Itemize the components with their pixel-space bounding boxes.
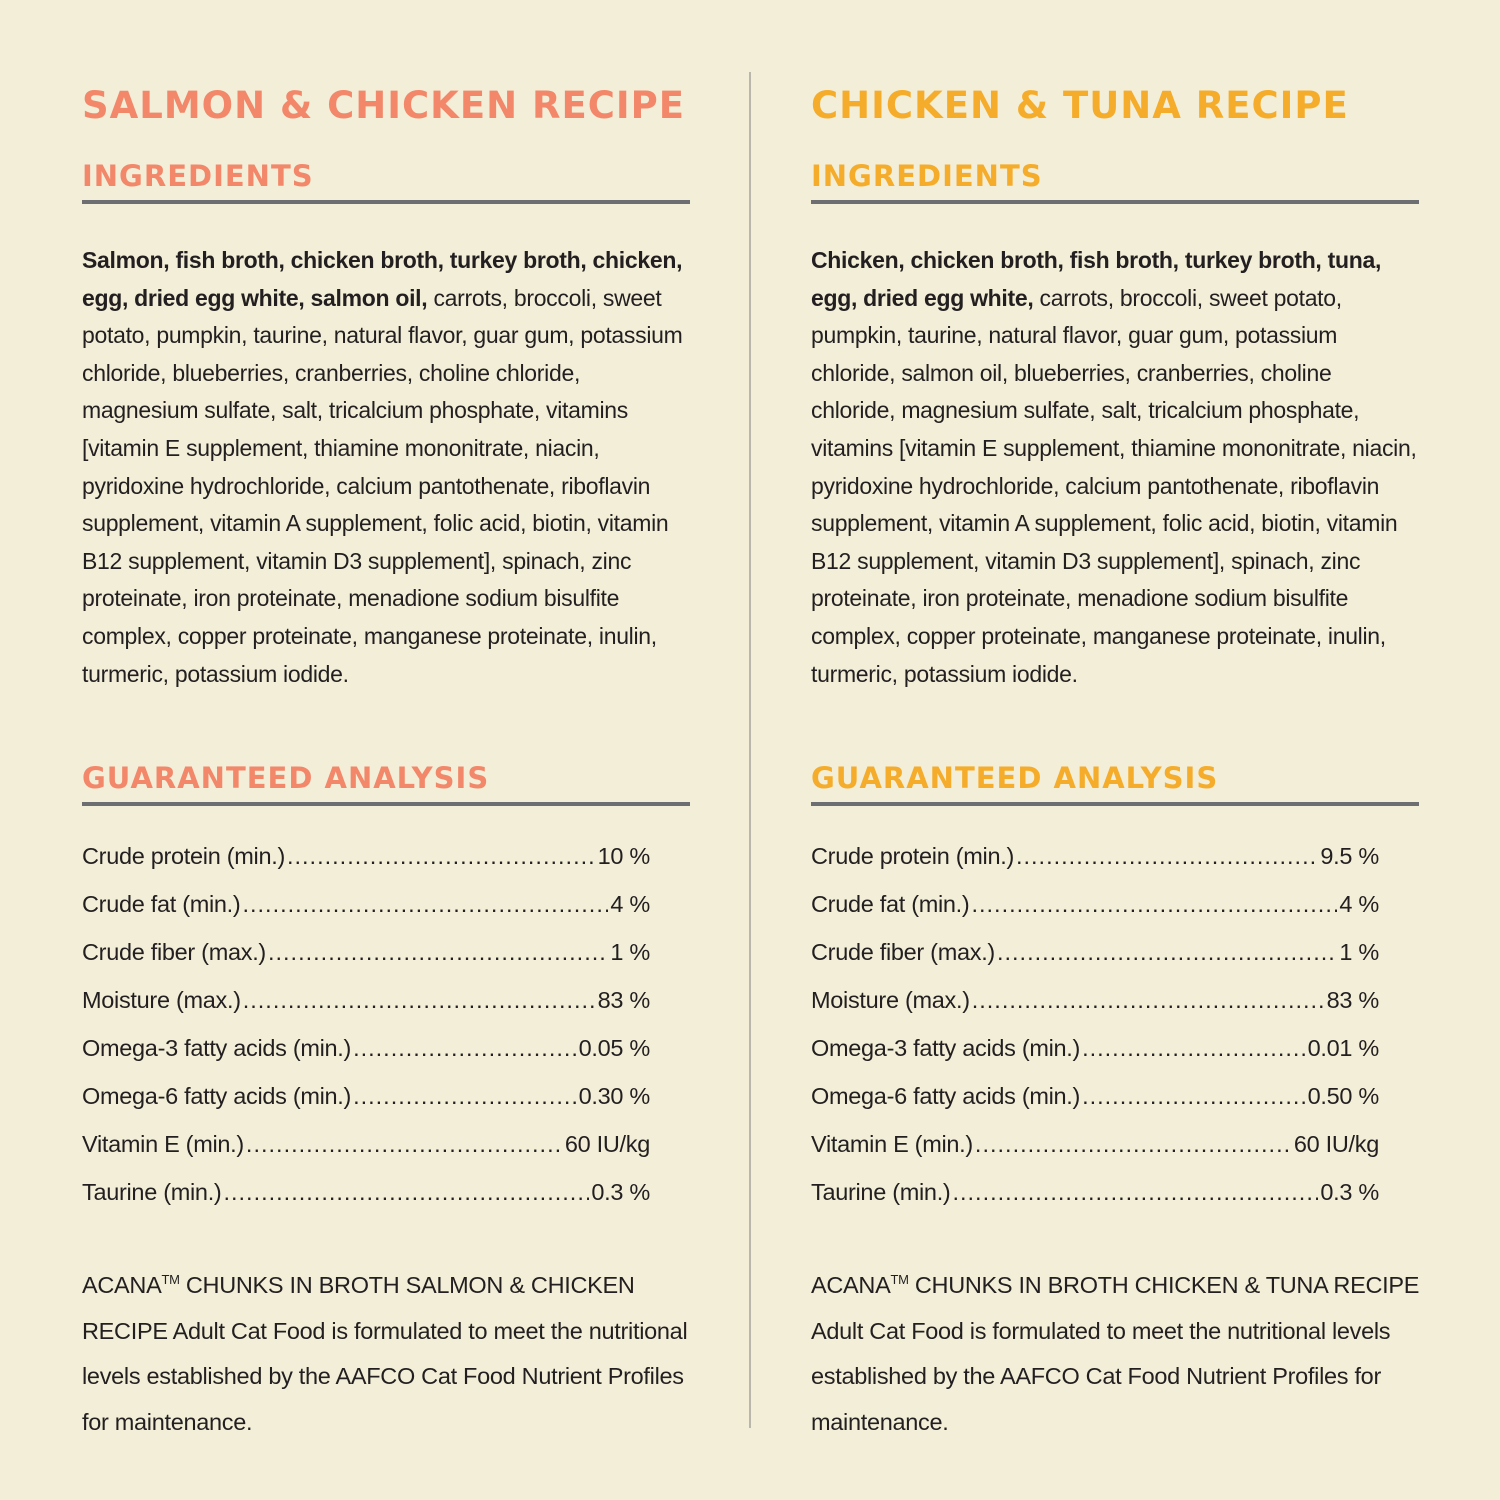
- analysis-value: 1 %: [1339, 939, 1379, 965]
- leader-dots: [287, 843, 596, 870]
- analysis-value: 60 IU/kg: [1293, 1131, 1379, 1157]
- analysis-value: 60 IU/kg: [564, 1131, 650, 1157]
- analysis-label: Vitamin E (min.): [82, 1131, 244, 1157]
- guaranteed-analysis-heading: GUARANTEED ANALYSIS: [82, 760, 690, 806]
- analysis-label: Omega-6 fatty acids (min.): [82, 1083, 352, 1109]
- leader-dots: [1016, 843, 1318, 870]
- analysis-value: 0.3 %: [591, 1179, 650, 1205]
- analysis-label: Taurine (min.): [82, 1179, 222, 1205]
- chicken-tuna-column: [811, 80, 1420, 1435]
- analysis-label: Omega-3 fatty acids (min.): [82, 1035, 352, 1061]
- analysis-value: 4 %: [1339, 891, 1379, 917]
- analysis-value: 0.50 %: [1307, 1083, 1379, 1109]
- salmon-chicken-column: [82, 80, 690, 1435]
- analysis-row: [82, 1035, 650, 1083]
- analysis-value: 0.3 %: [1320, 1179, 1379, 1205]
- analysis-row: [811, 1131, 1379, 1179]
- trademark-symbol: TM: [161, 1272, 180, 1287]
- ingredients-secondary: carrots, broccoli, sweet potato, pumpkin, taurine, natural flavor, guar gum, potassium chloride, salmon oil, blueberries, cranberries, choline chloride, magnesium sulfate, salt, tricalcium phosphate, vitamins [vitamin E supplement, thiamine mononitrate, niacin, pyridoxine hydrochloride, calcium pantothenate, riboflavin supplement, vitamin A supplement, folic acid, biotin, vitamin B12 supplement, vitamin D3 supplement], spinach, zinc proteinate, iron proteinate, menadione sodium bisulfite complex, copper proteinate, manganese proteinate, inulin, turmeric, potassium iodide.: [811, 284, 1417, 687]
- analysis-label: Crude fat (min.): [82, 891, 241, 917]
- analysis-row: [82, 843, 650, 891]
- aafco-statement: [82, 1257, 694, 1445]
- analysis-value: 1 %: [610, 939, 650, 965]
- analysis-row: [82, 987, 650, 1035]
- analysis-row: [811, 843, 1379, 891]
- brand-name: ACANA: [82, 1272, 162, 1298]
- trademark-symbol: TM: [890, 1272, 909, 1287]
- analysis-label: Crude fiber (max.): [811, 939, 995, 965]
- analysis-row: [811, 1083, 1379, 1131]
- analysis-row: [82, 1131, 650, 1179]
- ingredients-primary: Chicken, chicken broth, fish broth, turkey broth, tuna, egg, dried egg white,: [811, 247, 1382, 311]
- analysis-label: Crude protein (min.): [811, 843, 1014, 869]
- leader-dots: [223, 1179, 589, 1206]
- analysis-value: 9.5 %: [1320, 843, 1379, 869]
- analysis-label: Taurine (min.): [811, 1179, 951, 1205]
- ingredients-list: [82, 242, 690, 693]
- leader-dots: [952, 1179, 1318, 1206]
- analysis-row: [82, 891, 650, 939]
- guaranteed-analysis-list: [82, 843, 650, 1227]
- analysis-row: [82, 1083, 650, 1131]
- leader-dots: [975, 1131, 1292, 1158]
- ingredients-heading: INGREDIENTS: [82, 158, 690, 204]
- analysis-label: Moisture (max.): [82, 987, 241, 1013]
- ingredients-heading: INGREDIENTS: [811, 158, 1419, 204]
- recipe-title: CHICKEN & TUNA RECIPE: [811, 84, 1349, 127]
- leader-dots: [268, 939, 608, 966]
- analysis-label: Crude protein (min.): [82, 843, 285, 869]
- ingredients-list: [811, 242, 1419, 693]
- brand-name: ACANA: [811, 1272, 891, 1298]
- analysis-label: Vitamin E (min.): [811, 1131, 973, 1157]
- statement-text: CHUNKS IN BROTH CHICKEN & TUNA RECIPE Adult Cat Food is formulated to meet the nutritional levels established by the AAFCO Cat Food Nutrient Profiles for maintenance.: [811, 1272, 1420, 1435]
- analysis-row: [811, 939, 1379, 987]
- analysis-label: Omega-6 fatty acids (min.): [811, 1083, 1081, 1109]
- guaranteed-analysis-list: [811, 843, 1379, 1227]
- analysis-value: 4 %: [610, 891, 650, 917]
- analysis-value: 10 %: [597, 843, 650, 869]
- analysis-value: 0.05 %: [578, 1035, 650, 1061]
- leader-dots: [353, 1035, 577, 1062]
- leader-dots: [246, 1131, 563, 1158]
- leader-dots: [353, 1083, 577, 1110]
- analysis-row: [811, 891, 1379, 939]
- analysis-value: 0.30 %: [578, 1083, 650, 1109]
- analysis-value: 83 %: [1326, 987, 1379, 1013]
- analysis-row: [82, 1179, 650, 1227]
- analysis-row: [811, 1179, 1379, 1227]
- analysis-row: [811, 987, 1379, 1035]
- analysis-label: Crude fiber (max.): [82, 939, 266, 965]
- leader-dots: [243, 987, 596, 1014]
- column-divider: [749, 72, 751, 1428]
- analysis-value: 83 %: [597, 987, 650, 1013]
- statement-text: CHUNKS IN BROTH SALMON & CHICKEN RECIPE Adult Cat Food is formulated to meet the nutritional levels established by the AAFCO Cat Food Nutrient Profiles for maintenance.: [82, 1272, 688, 1435]
- guaranteed-analysis-heading: GUARANTEED ANALYSIS: [811, 760, 1419, 806]
- analysis-label: Crude fat (min.): [811, 891, 970, 917]
- leader-dots: [1082, 1035, 1306, 1062]
- analysis-row: [82, 939, 650, 987]
- leader-dots: [972, 987, 1325, 1014]
- analysis-label: Moisture (max.): [811, 987, 970, 1013]
- analysis-label: Omega-3 fatty acids (min.): [811, 1035, 1081, 1061]
- ingredients-secondary: carrots, broccoli, sweet potato, pumpkin, taurine, natural flavor, guar gum, potassium chloride, blueberries, cranberries, choline chloride, magnesium sulfate, salt, tricalcium phosphate, vitamins [vitamin E supplement, thiamine mononitrate, niacin, pyridoxine hydrochloride, calcium pantothenate, riboflavin supplement, vitamin A supplement, folic acid, biotin, vitamin B12 supplement, vitamin D3 supplement], spinach, zinc proteinate, iron proteinate, menadione sodium bisulfite complex, copper proteinate, manganese proteinate, inulin, turmeric, potassium iodide.: [82, 284, 683, 687]
- leader-dots: [997, 939, 1337, 966]
- aafco-statement: [811, 1257, 1423, 1445]
- leader-dots: [242, 891, 608, 918]
- analysis-row: [811, 1035, 1379, 1083]
- leader-dots: [1082, 1083, 1306, 1110]
- recipe-title: SALMON & CHICKEN RECIPE: [82, 84, 686, 127]
- ingredients-primary: Salmon, fish broth, chicken broth, turkey broth, chicken, egg, dried egg white, salmon oil,: [82, 247, 683, 311]
- leader-dots: [971, 891, 1337, 918]
- analysis-value: 0.01 %: [1307, 1035, 1379, 1061]
